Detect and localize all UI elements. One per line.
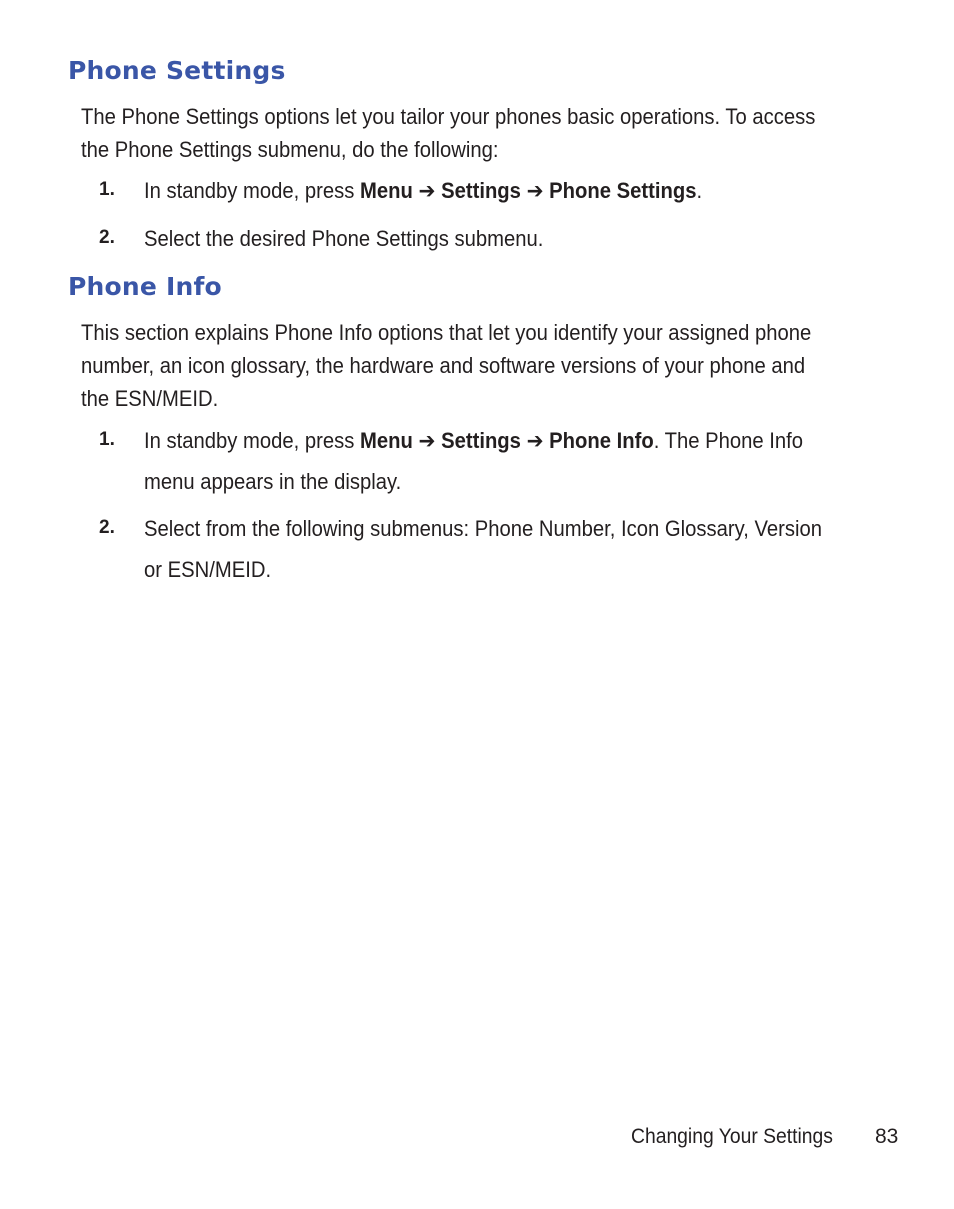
arrow-icon: ➔ <box>520 178 550 203</box>
phone-settings-intro <box>81 100 826 166</box>
paragraph-line: number, an icon glossary, the hardware and software versions of your phone and <box>81 353 806 378</box>
menu-path-settings: Settings <box>441 428 521 453</box>
step-number: 2. <box>99 227 115 248</box>
paragraph-line: The Phone Settings options let you tailor your phones basic operations. To access <box>81 104 816 129</box>
phone-info-intro <box>81 316 826 415</box>
page-number: 83 <box>875 1125 899 1148</box>
menu-path-menu: Menu <box>360 178 413 203</box>
arrow-icon: ➔ <box>412 178 442 203</box>
arrow-icon: ➔ <box>520 428 550 453</box>
step-text: Select from the following submenus: Phone Number, Icon Glossary, Version or ESN/MEID. <box>144 516 823 582</box>
menu-path-settings: Settings <box>441 178 521 203</box>
paragraph-line: This section explains Phone Info options that let you identify your assigned phone <box>81 320 812 345</box>
menu-path-phone-info: Phone Info <box>549 428 654 453</box>
menu-path-phone-settings: Phone Settings <box>549 178 697 203</box>
step-text: In standby mode, press Menu ➔ Settings ➔ Phone Info. The Phone Info menu appears in the display. <box>144 428 804 494</box>
section-heading-phone-settings: Phone Settings <box>68 56 286 85</box>
paragraph-line: the ESN/MEID. <box>81 386 219 411</box>
step-text: Select the desired Phone Settings submenu. <box>144 226 544 251</box>
section-heading-phone-info: Phone Info <box>68 272 222 301</box>
step-number: 1. <box>99 179 115 200</box>
step-number: 1. <box>99 429 115 450</box>
paragraph-line: the Phone Settings submenu, do the following: <box>81 137 499 162</box>
menu-path-menu: Menu <box>360 428 413 453</box>
step-number: 2. <box>99 517 115 538</box>
step-text: In standby mode, press Menu ➔ Settings ➔ Phone Settings. <box>144 178 703 203</box>
arrow-icon: ➔ <box>412 428 442 453</box>
footer-section-name: Changing Your Settings <box>631 1125 833 1148</box>
